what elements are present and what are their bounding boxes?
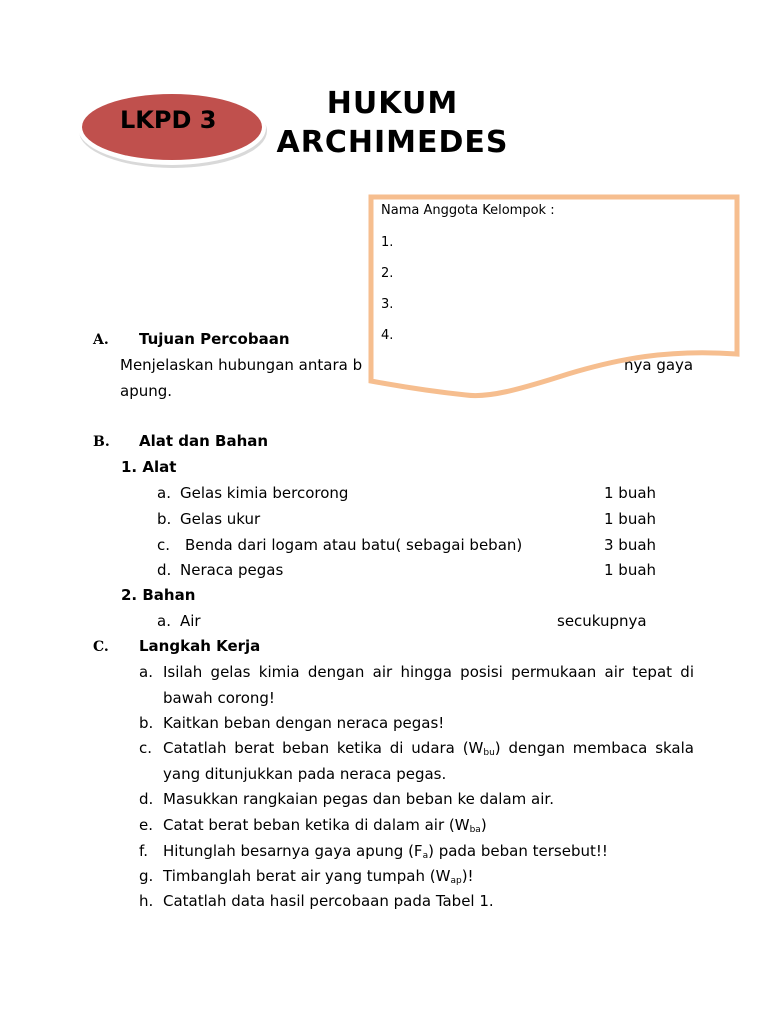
member-item-2[interactable]: 2. <box>381 266 394 281</box>
step-c-line1 <box>163 739 694 758</box>
step-c-line2: yang ditunjukkan pada neraca pegas. <box>163 765 447 783</box>
member-box <box>368 194 742 400</box>
member-item-1[interactable]: 1. <box>381 235 394 250</box>
section-b-letter: B. <box>93 434 110 450</box>
step-marker: b. <box>139 714 154 732</box>
step-e-post: ) <box>480 816 487 834</box>
alat-item-name: Gelas kimia bercorong <box>180 484 349 502</box>
member-item-4[interactable]: 4. <box>381 328 394 343</box>
step-marker: a. <box>139 663 153 681</box>
step-g-sub: ap <box>450 876 462 886</box>
step-f-post: ) pada beban tersebut!! <box>428 842 608 860</box>
section-a-title: Tujuan Percobaan <box>139 330 290 348</box>
title-line-2: ARCHIMEDES <box>276 125 509 160</box>
section-c-title: Langkah Kerja <box>139 637 261 655</box>
step-g-pre: Timbanglah berat air yang tumpah (W <box>163 867 451 885</box>
section-b-title: Alat dan Bahan <box>139 432 269 450</box>
step-e-pre: Catat berat beban ketika di dalam air (W <box>163 816 470 834</box>
member-heading: Nama Anggota Kelompok : <box>381 203 555 218</box>
step-f-text <box>163 842 608 861</box>
alat-item-qty: 1 buah <box>604 510 657 528</box>
alat-item-marker: b. <box>157 510 172 528</box>
alat-item-name: Neraca pegas <box>180 561 284 579</box>
section-a-text-line2: apung. <box>120 382 173 400</box>
step-f-sub: a <box>422 851 429 861</box>
step-d-text: Masukkan rangkaian pegas dan beban ke dalam air. <box>163 790 554 808</box>
title-line-1: HUKUM <box>326 86 459 121</box>
step-e-sub: ba <box>469 825 481 835</box>
step-e-text <box>163 816 487 835</box>
step-g-post: )! <box>461 867 474 885</box>
step-marker: g. <box>139 867 154 885</box>
section-a-text-end: nya gaya <box>624 356 694 374</box>
section-a-text-start: Menjelaskan hubungan antara b <box>120 356 363 374</box>
step-marker: e. <box>139 816 153 834</box>
page-title <box>270 84 515 162</box>
step-c-post: ) dengan membaca skala <box>494 739 694 757</box>
bahan-item-marker: a. <box>157 612 171 630</box>
bahan-item-name: Air <box>180 612 201 630</box>
step-h-text: Catatlah data hasil percobaan pada Tabel 1. <box>163 892 494 910</box>
step-marker: f. <box>139 842 148 860</box>
badge-label: LKPD 3 <box>120 106 217 134</box>
step-marker: c. <box>139 739 153 757</box>
step-f-pre: Hitunglah besarnya gaya apung (F <box>163 842 423 860</box>
step-g-text <box>163 867 474 886</box>
alat-item-name: Gelas ukur <box>180 510 261 528</box>
step-b-text: Kaitkan beban dengan neraca pegas! <box>163 714 445 732</box>
member-box-border <box>371 197 737 396</box>
step-marker: d. <box>139 790 154 808</box>
section-c-letter: C. <box>93 639 109 655</box>
alat-item-qty: 3 buah <box>604 536 657 554</box>
step-c-sub: bu <box>483 748 495 758</box>
step-a-line1: Isilah gelas kimia dengan air hingga posisi permukaan air tepat di <box>163 663 694 681</box>
bahan-heading: 2. Bahan <box>121 586 196 604</box>
alat-item-qty: 1 buah <box>604 561 657 579</box>
member-item-3[interactable]: 3. <box>381 297 394 312</box>
alat-item-marker: c. <box>157 536 171 554</box>
alat-item-qty: 1 buah <box>604 484 657 502</box>
alat-item-marker: d. <box>157 561 172 579</box>
alat-heading: 1. Alat <box>121 458 177 476</box>
step-marker: h. <box>139 892 154 910</box>
section-a-letter: A. <box>93 332 109 348</box>
step-a-line2: bawah corong! <box>163 689 275 707</box>
alat-item-name: Benda dari logam atau batu( sebagai beban) <box>185 536 523 554</box>
alat-item-marker: a. <box>157 484 171 502</box>
bahan-item-qty: secukupnya <box>557 612 647 630</box>
step-c-pre: Catatlah berat beban ketika di udara (W <box>163 739 484 757</box>
